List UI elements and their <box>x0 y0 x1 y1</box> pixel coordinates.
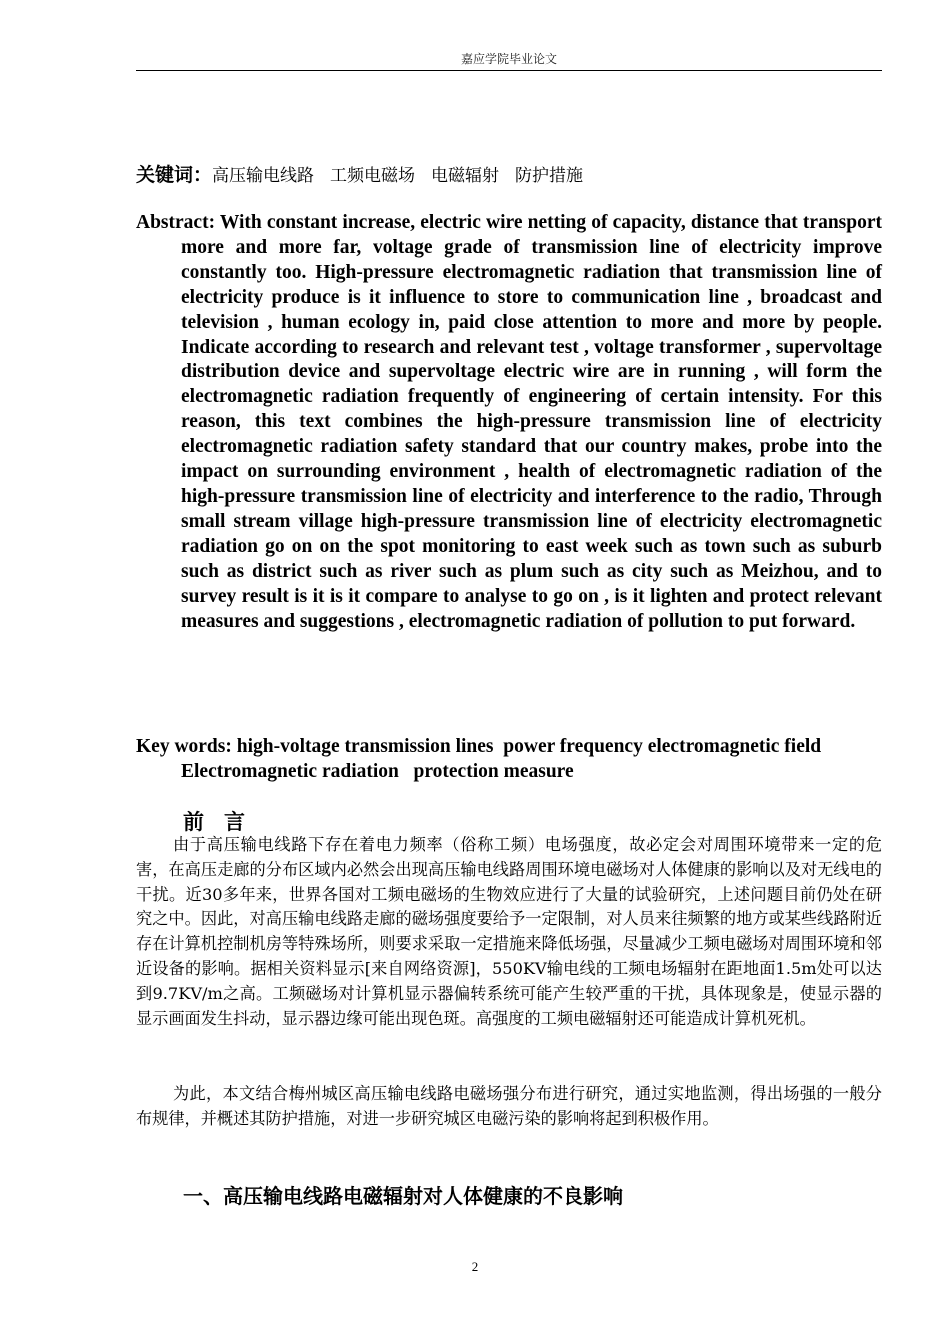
english-keywords: Key words: high-voltage transmission lines power frequency electromagnetic field Electromagnetic radiation protection measure <box>136 736 836 782</box>
section-heading: 一、高压输电线路电磁辐射对人体健康的不良影响 <box>183 1184 623 1208</box>
keyword-item: 电磁辐射 <box>431 166 500 186</box>
keyword-item: 防护措施 <box>515 166 584 186</box>
running-header: 嘉应学院毕业论文 <box>460 52 557 66</box>
keyword-item: 高压输电线路 <box>212 166 315 186</box>
preface-paragraph: 由于高压输电线路下存在着电力频率（俗称工频）电场强度，故必定会对周围环境带来一定的危害，在高压走廊的分布区域内必然会出现高压输电线路周围环境电磁场对人体健康的影响以及对无线电的干扰。近30多年来，世界各国对工频电磁场的生物效应进行了大量的试验研究，上述问题目前仍处在研究之中。因此，对高压输电线路走廊的磁场强度要给予一定限制，对人员来往频繁的地方或某些线路附近存在计算机控制机房等特殊场所，则要求采取一定措施来降低场强，尽量减少工频电磁场对周围环境和邻近设备的影响。据相关资料显示[来自网络资源]，550KV输电线的工频电场辐射在距地面1.5m处可以达到9.7KV/m之高。工频磁场对计算机显示器偏转系统可能产生较严重的干扰，具体现象是，使显示器的显示画面发生抖动，显示器边缘可能出现色斑。高强度的工频电磁辐射还可能造成计算机死机。 <box>136 835 882 1028</box>
header-divider <box>136 70 882 71</box>
keywords-label: 关键词： <box>136 164 213 186</box>
preface-paragraph: 为此，本文结合梅州城区高压输电线路电磁场强分布进行研究，通过实地监测，得出场强的一般分布规律，并概述其防护措施，对进一步研究城区电磁污染的影响将起到积极作用。 <box>136 1084 882 1128</box>
preface-heading: 前言 <box>183 810 265 834</box>
english-abstract: Abstract: With constant increase, electric wire netting of capacity, distance that transport more and more far, voltage grade of transmission line of electricity improve constantly too. High-pressure electromagnetic radiation that transmission line of electricity produce is it influence to store to communication line , broadcast and television , human ecology in, paid close attention to more and more by people. Indicate according to research and relevant test , voltage transformer , supervoltage distribution device and supervoltage electric wire are in running , will form the electromagnetic radiation frequently of engineering of certain intensity. For this reason, this text combines the high-pressure transmission line of electricity electromagnetic radiation safety standard that our country makes, probe into the impact on surrounding environment , health of electromagnetic radiation of the high-pressure transmission line of electricity and interference to the radio, Through small stream village high-pressure transmission line of electricity electromagnetic radiation go on on the spot monitoring to east week such as town such as suburb such as district such as river such as plum such as city such as Meizhou, and to survey result is it is it compare to analyse to go on , is it lighten and protect relevant measures and suggestions , electromagnetic radiation of pollution to put forward. <box>136 212 882 632</box>
chinese-keywords <box>136 163 882 188</box>
keyword-item: 工频电磁场 <box>330 166 416 186</box>
page-number: 2 <box>471 1259 479 1274</box>
